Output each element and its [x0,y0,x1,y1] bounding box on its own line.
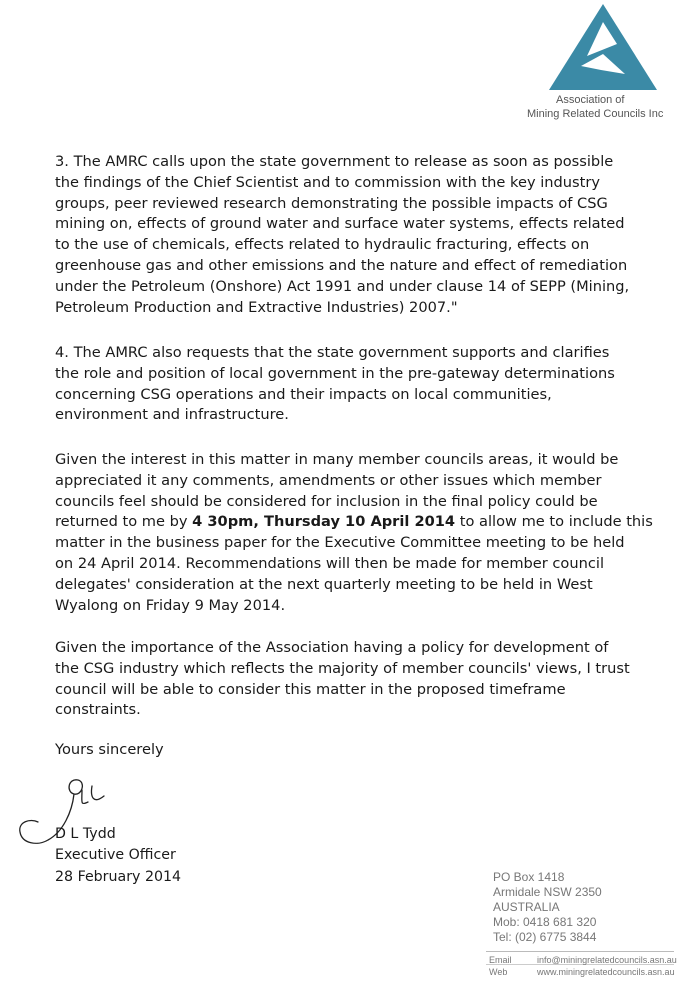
email-link[interactable]: info@miningrelatedcouncils.asn.au [537,955,677,965]
deadline-text: 4 30pm, Thursday 10 April 2014 [192,513,456,531]
postal-address [493,870,602,945]
text-line: appreciated it any comments, amendments or other issues which member [55,471,602,489]
phone-mobile: Mob: 0418 681 320 [493,915,597,929]
text-line: the findings of the Chief Scientist and to commission with the key industry [55,173,601,191]
text-line: concerning CSG operations and their impacts on local communities, [55,385,552,403]
text-line: delegates' consideration at the next quarterly meeting to be held in West [55,575,593,593]
text-line: 3. The AMRC calls upon the state government to release as soon as possible [55,153,614,170]
web-link[interactable]: www.miningrelatedcouncils.asn.au [537,967,675,977]
text-line [55,512,655,533]
letter-date: 28 February 2014 [55,869,182,885]
text-line: under the Petroleum (Onshore) Act 1991 and under clause 14 of SEPP (Mining, [55,277,630,295]
paragraph-importance [55,638,655,721]
address-line: Armidale NSW 2350 [493,885,602,899]
text-line: on 24 April 2014. Recommendations will then be made for member council [55,554,604,572]
text-line: councils feel should be considered for inclusion in the final policy could be [55,492,598,510]
text-line: Petroleum Production and Extractive Industries) 2007." [55,298,458,316]
org-name-line2: Mining Related Councils Inc [527,108,664,120]
closing-salutation: Yours sincerely [55,741,164,758]
email-row [489,954,677,966]
text-line: environment and infrastructure. [55,406,289,424]
text-line: Wyalong on Friday 9 May 2014. [55,596,286,614]
text-line: the role and position of local government in the pre-gateway determinations [55,364,615,382]
text-line: matter in the business paper for the Executive Committee meeting to be held [55,534,625,552]
text-line: council will be able to consider this matter in the proposed timeframe [55,680,566,698]
org-name-line1: Association of [556,94,625,106]
web-row [489,966,677,978]
signatory-title: Executive Officer [55,847,176,863]
text-line: Given the importance of the Association having a policy for development of [55,639,609,656]
text-segment: returned to me by [55,513,193,531]
address-line: PO Box 1418 [493,870,565,884]
contact-block [489,954,677,978]
text-line: Given the interest in this matter in many member councils areas, it would be [55,451,619,468]
paragraph-item-3 [55,152,655,318]
phone-landline: Tel: (02) 6775 3844 [493,930,597,944]
text-line: mining on, effects of ground water and surface water systems, effects related [55,215,625,233]
text-line: groups, peer reviewed research demonstrating the possible impacts of CSG [55,194,608,212]
signatory-name: D L Tydd [55,826,116,842]
text-line: 4. The AMRC also requests that the state government supports and clarifies [55,344,610,361]
divider [486,951,674,952]
text-line: to the use of chemicals, effects related to hydraulic fracturing, effects on [55,236,590,254]
text-segment: to allow me to include this [455,513,653,531]
text-line: greenhouse gas and other emissions and the nature and effect of remediation [55,256,628,274]
web-label: Web [489,967,508,977]
paragraph-request [55,450,655,616]
address-line: AUSTRALIA [493,900,560,914]
paragraph-item-4 [55,343,655,426]
logo-mark-icon [545,4,665,94]
text-line: constraints. [55,701,141,719]
text-line: the CSG industry which reflects the majority of member councils' views, I trust [55,659,630,677]
email-label: Email [489,955,512,965]
